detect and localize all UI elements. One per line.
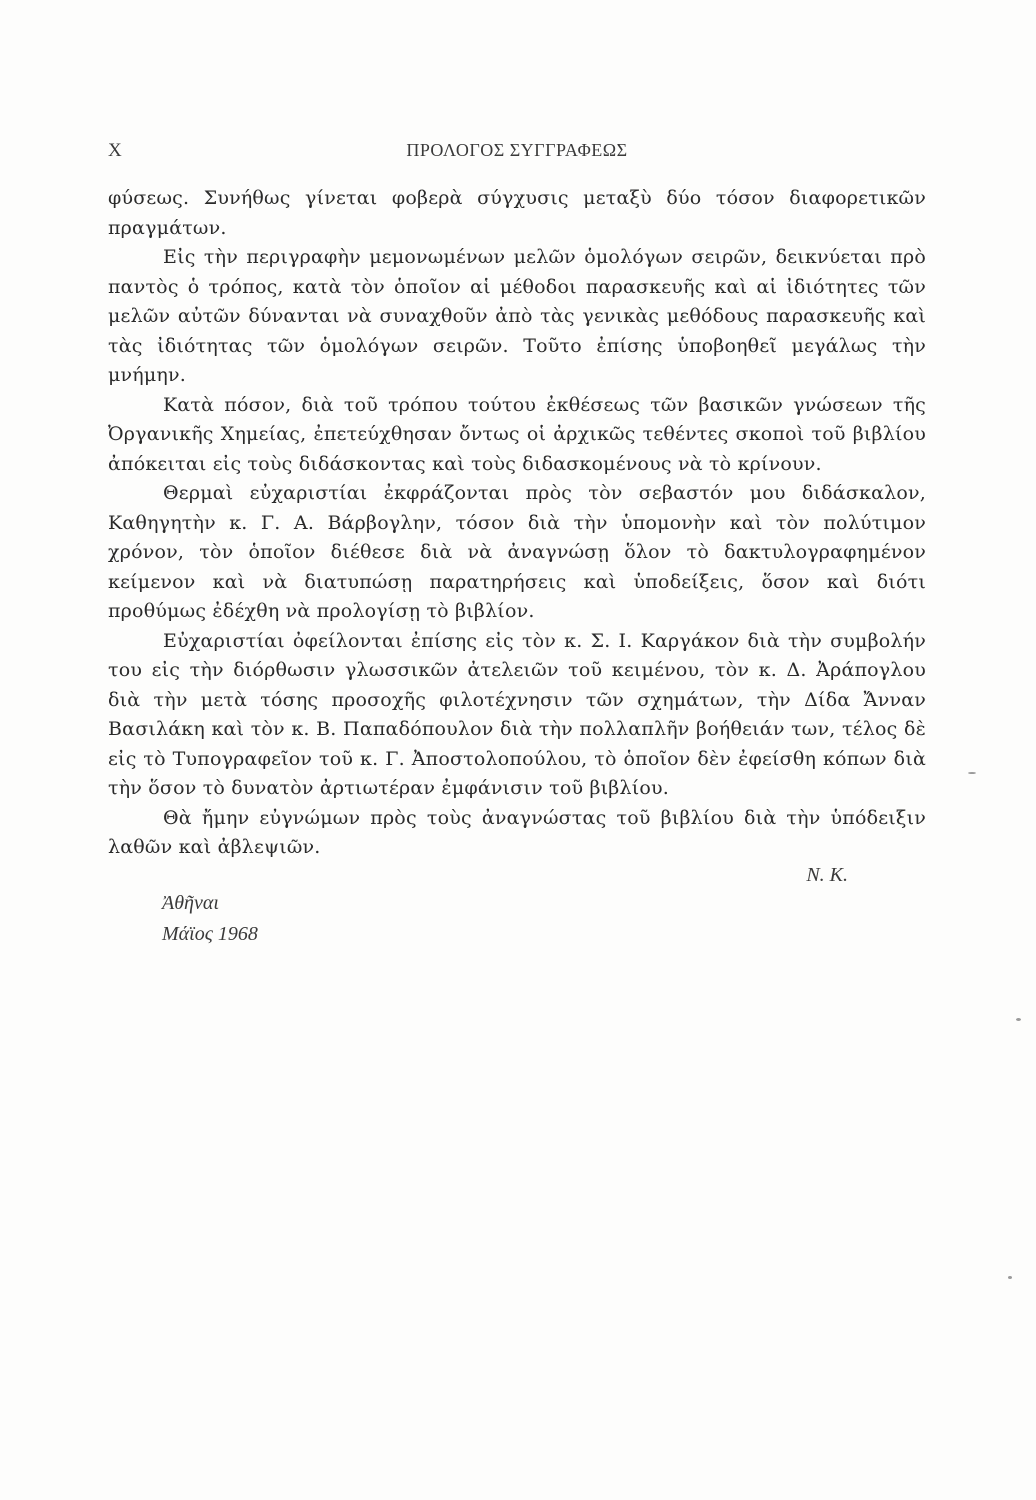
page-number: X <box>108 140 122 161</box>
body-text <box>108 184 926 863</box>
author-signature: Ν. Κ. <box>806 864 848 886</box>
paragraph-request-corrections: Θὰ ἤμην εὐγνώμων πρὸς τοὺς ἀναγνώστας τοῦ βιβλίου διὰ τὴν ὑπόδειξιν λαθῶν καὶ ἀβλεψιῶν. <box>108 806 926 858</box>
paragraph-continuation: φύσεως. Συνήθως γίνεται φοβερὰ σύγχυσις μεταξὺ δύο τόσον διαφορετικῶν πραγμάτων. <box>108 187 926 239</box>
scan-speck <box>968 772 976 774</box>
page-header <box>108 140 926 170</box>
paragraph-thanks-professor: Θερμαὶ εὐχαριστίαι ἐκφράζονται πρὸς τὸν σεβαστόν μου διδάσκαλον, Καθηγητὴν κ. Γ. Α. Βάρβογλην, τόσον διὰ τὴν ὑπομονὴν καὶ τὸν πολύτιμον χρόνον, τὸν ὁποῖον διέθεσε διὰ νὰ ἀναγνώσῃ ὅλον τὸ δακτυλογραφημένον κείμενον καὶ νὰ διατυπώσῃ παρατηρήσεις καὶ ὑποδείξεις, ὅσον καὶ διότι προθύμως ἐδέχθη νὰ προλογίσῃ τὸ βιβλίον. <box>108 482 926 622</box>
date: Μάϊος 1968 <box>162 923 258 945</box>
place: Ἀθῆναι <box>162 892 219 914</box>
paragraph-homologous-series: Εἰς τὴν περιγραφὴν μεμονωμένων μελῶν ὁμολόγων σειρῶν, δεικνύεται πρὸ παντὸς ὁ τρόπος, κατὰ τὸν ὁποῖον αἱ μέθοδοι παρασκευῆς καὶ αἱ ἰδιότητες τῶν μελῶν αὐτῶν δύνανται νὰ συναχθοῦν ἀπὸ τὰς γενικὰς μεθόδους παρασκευῆς καὶ τὰς ἰδιότητας τῶν ὁμολόγων σειρῶν. Τοῦτο ἐπίσης ὑποβοηθεῖ μεγάλως τὴν μνήμην. <box>108 246 926 386</box>
scan-speck <box>1008 1276 1012 1279</box>
running-title: ΠΡΟΛΟΓΟΣ ΣΥΓΓΡΑΦΕΩΣ <box>406 140 628 160</box>
place-date-block <box>162 888 258 950</box>
scan-speck <box>1016 1018 1021 1021</box>
paragraph-book-goals: Κατὰ πόσον, διὰ τοῦ τρόπου τούτου ἐκθέσεως τῶν βασικῶν γνώσεων τῆς Ὀργανικῆς Χημείας, ἐπετεύχθησαν ὄντως οἱ ἀρχικῶς τεθέντες σκοποὶ τοῦ βιβλίου ἀπόκειται εἰς τοὺς διδάσκοντας καὶ τοὺς διδασκομένους νὰ τὸ κρίνουν. <box>108 393 926 475</box>
paragraph-thanks-contributors: Εὐχαριστίαι ὀφείλονται ἐπίσης εἰς τὸν κ. Σ. Ι. Καργάκον διὰ τὴν συμβολήν του εἰς τὴν διόρθωσιν γλωσσικῶν ἀτελειῶν τοῦ κειμένου, τὸν κ. Δ. Ἀράπογλου διὰ τὴν μετὰ τόσης προσοχῆς φιλοτέχνησιν τῶν σχημάτων, τὴν Δίδα Ἄνναν Βασιλάκη καὶ τὸν κ. Β. Παπαδόπουλον διὰ τὴν πολλαπλῆν βοήθειάν των, τέλος δὲ εἰς τὸ Τυπογραφεῖον τοῦ κ. Γ. Ἀποστολοπούλου, τὸ ὁποῖον δὲν ἐφείσθη κόπων διὰ τὴν ὅσον τὸ δυνατὸν ἀρτιωτέραν ἐμφάνισιν τοῦ βιβλίου. <box>108 629 926 799</box>
